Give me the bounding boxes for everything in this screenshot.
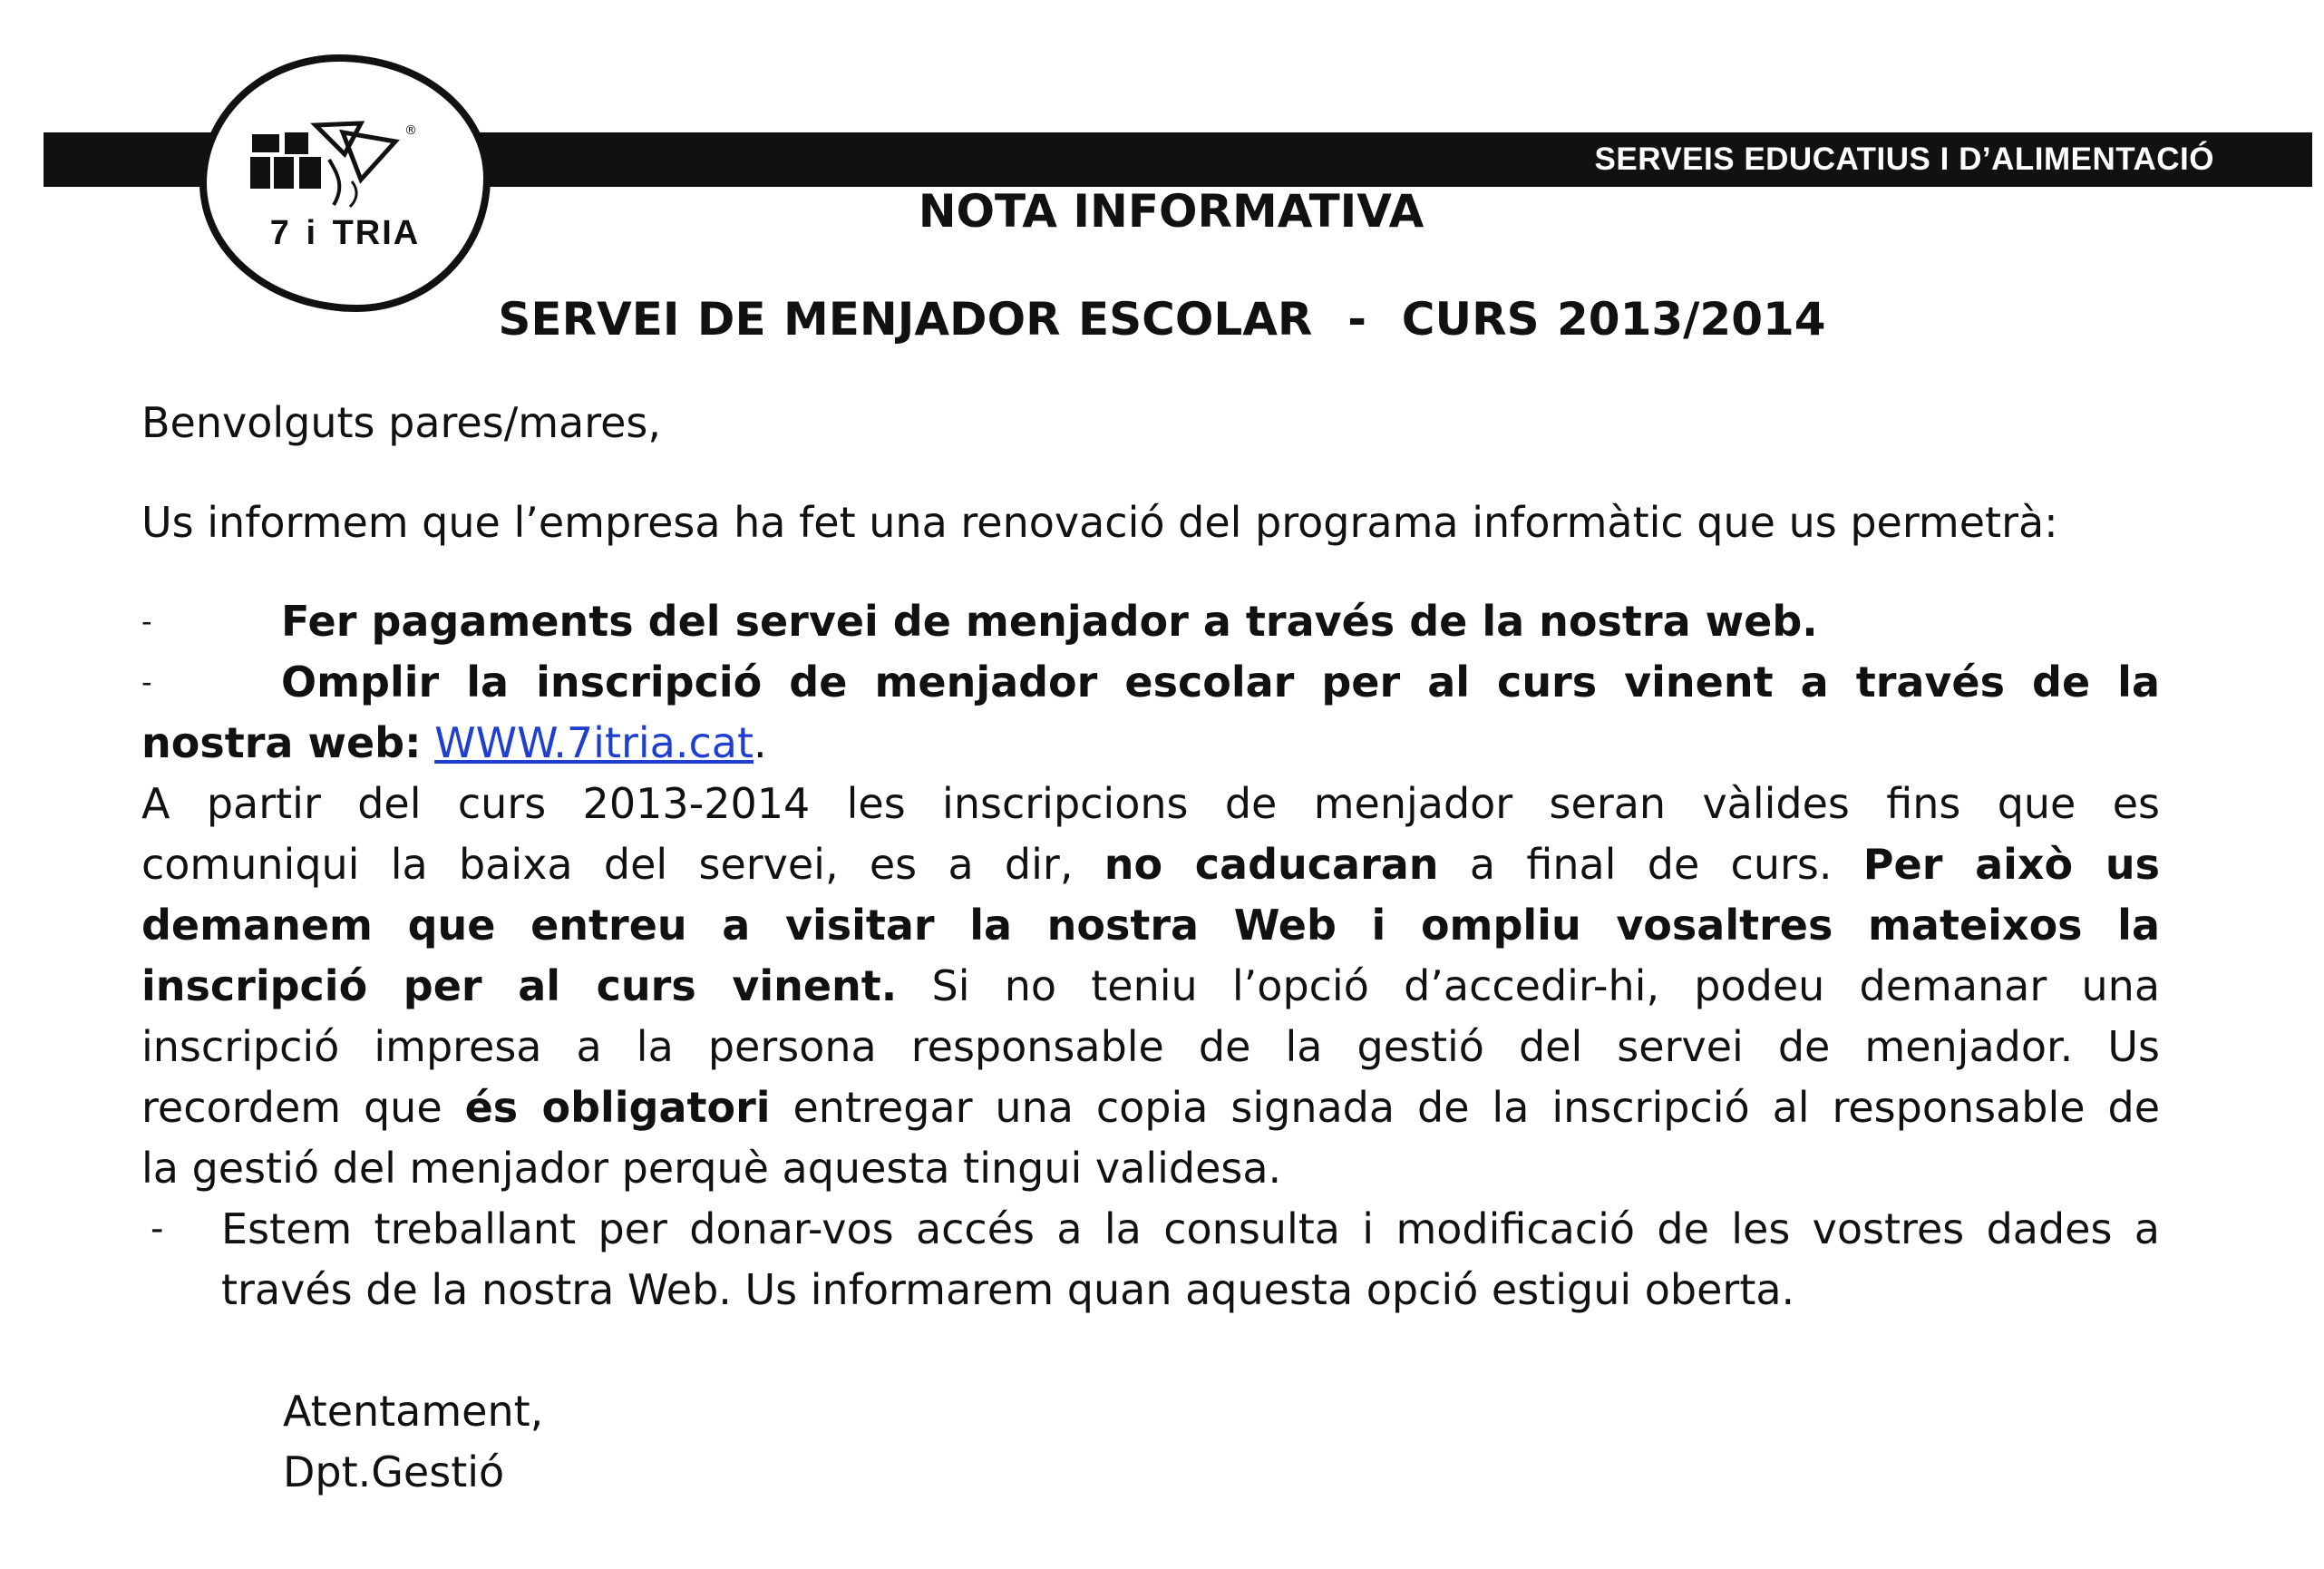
paragraph-emphasis: inscripció per al curs vinent. [141, 961, 898, 1010]
logo-name: 7 i TRIA [269, 214, 421, 252]
list-dash: - [151, 1208, 164, 1250]
document-subtitle [0, 293, 2324, 346]
list-item-3-line-1: Estem treballant per donar-vos accés a la consulta i modificació de les vostres dades a [221, 1204, 2160, 1253]
list-item-2-line-1: Omplir la inscripció de menjador escolar per al curs vinent a través de la [281, 658, 2160, 707]
paragraph-text: comuniqui la baixa del servei, es a dir, [141, 840, 1074, 889]
website-link[interactable]: WWW.7itria.cat [434, 718, 754, 767]
list-item-3-line-2: través de la nostra Web. Us informarem quan aquesta opció estigui oberta. [221, 1265, 1795, 1314]
paragraph-line-6 [141, 1077, 2160, 1138]
list-item-1-text: Fer pagaments del servei de menjador a través de la nostra web. [281, 597, 1818, 646]
registered-mark: ® [404, 123, 417, 138]
list-item-2-line-2 [141, 713, 2160, 774]
signature: Dpt.Gestió [283, 1447, 505, 1496]
paragraph-line-2 [141, 834, 2160, 895]
paragraph-text: a final de curs. [1469, 840, 1833, 889]
paragraph-line-7: la gestió del menjador perquè aquesta tingui validesa. [141, 1144, 1282, 1193]
greeting: Benvolguts pares/mares, [141, 398, 661, 447]
subtitle-text: SERVEI DE MENJADOR ESCOLAR - CURS 2013/2014 [498, 293, 1826, 346]
paragraph-text: recordem que [141, 1083, 442, 1132]
paragraph-emphasis: no caducaran [1104, 840, 1439, 889]
header-bar-text: SERVEIS EDUCATIUS I D’ALIMENTACIÓ [1594, 141, 2214, 177]
paragraph-line-3: demanem que entreu a visitar la nostra Web i ompliu vosaltres mateixos la [141, 901, 2160, 950]
paragraph-line-4 [141, 956, 2160, 1017]
list-dash: - [141, 604, 152, 638]
list-item-2-end: . [754, 718, 767, 767]
paragraph-text: entregar una copia signada de la inscripció al responsable de [792, 1083, 2161, 1132]
intro-text: Us informem que l’empresa ha fet una renovació del programa informàtic que us permetrà: [141, 498, 2058, 547]
list-dash: - [141, 665, 152, 699]
company-logo [199, 54, 491, 312]
paragraph-emphasis: Per això us [1862, 840, 2160, 889]
paragraph-line-5: inscripció impresa a la persona responsable de la gestió del servei de menjador. Us [141, 1022, 2160, 1071]
paragraph-emphasis: és obligatori [464, 1083, 771, 1132]
closing-salutation: Atentament, [283, 1387, 544, 1436]
list-item-2-bold: nostra web: [141, 718, 422, 767]
paragraph-line-1: A partir del curs 2013-2014 les inscripcions de menjador seran vàlides fins que es [141, 779, 2160, 828]
document-title: NOTA INFORMATIVA [918, 185, 1425, 238]
paragraph-text: Si no teniu l’opció d’accedir-hi, podeu demanar una [931, 961, 2161, 1010]
